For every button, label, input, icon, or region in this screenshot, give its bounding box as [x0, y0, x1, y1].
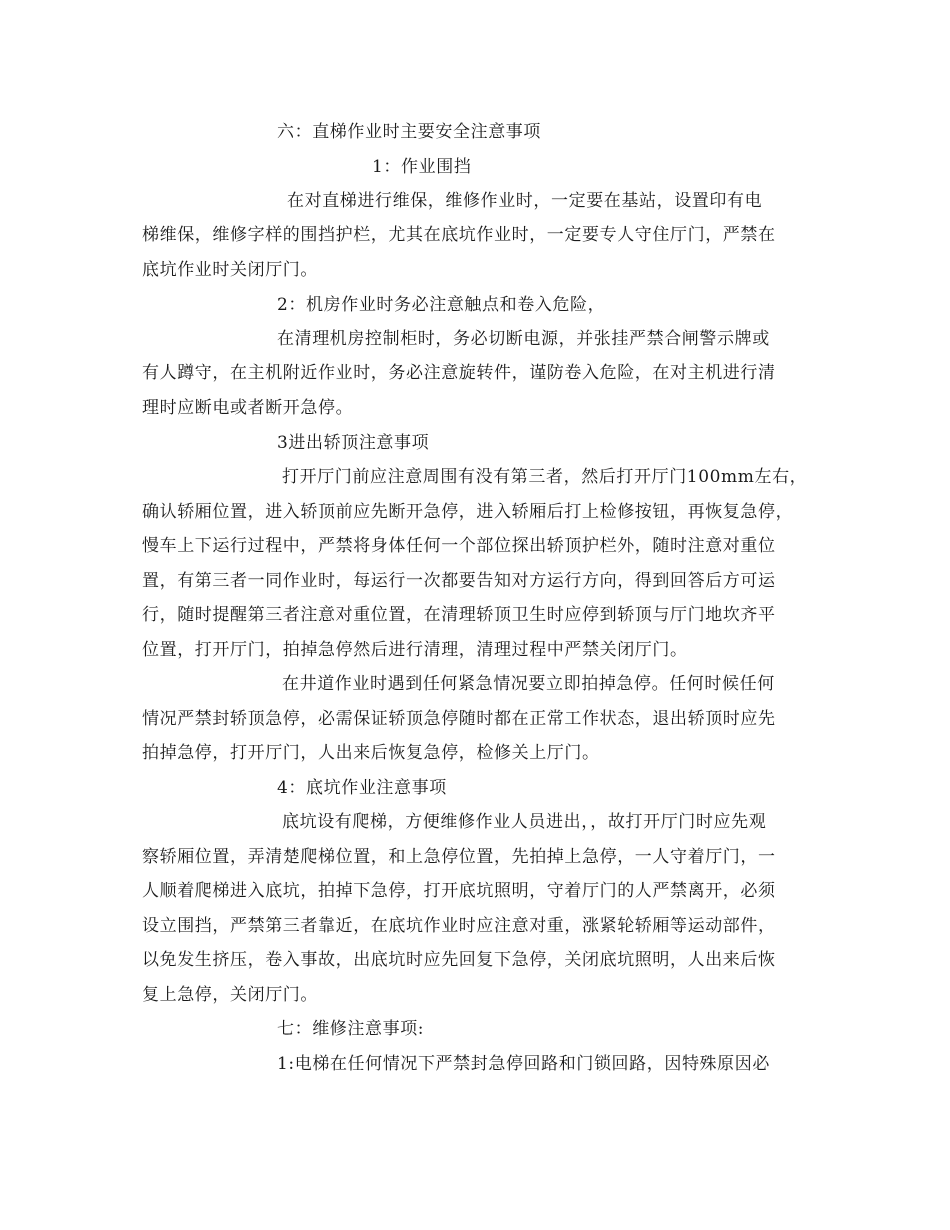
item3-body-line: 情况严禁封轿顶急停，必需保证轿顶急停随时都在正常工作状态，退出轿顶时应先	[142, 709, 776, 729]
item4-heading: 4：底坑作业注意事项	[277, 778, 447, 798]
section6-heading: 六：直梯作业时主要安全注意事项	[277, 122, 541, 142]
item4-body-line: 人顺着爬梯进入底坑，拍掉下急停，打开底坑照明，守着厅门的人严禁离开，必须	[142, 881, 776, 901]
item2-body-line: 有人蹲守，在主机附近作业时，务必注意旋转件，谨防卷入危险，在对主机进行清	[142, 363, 776, 383]
item3-body-line: 慢车上下运行过程中，严禁将身体任何一个部位探出轿顶护栏外，随时注意对重位	[142, 536, 776, 556]
item1-heading: 1：作业围挡	[372, 157, 472, 177]
item3-body-line: 置，有第三者一同作业时，每运行一次都要告知对方运行方向，得到回答后方可运	[142, 571, 776, 591]
item1-body-line: 底坑作业时关闭厅门。	[142, 260, 318, 280]
item2-heading: 2：机房作业时务必注意触点和卷入危险，	[277, 295, 606, 315]
item2-body-line: 在清理机房控制柜时，务必切断电源，并张挂严禁合闸警示牌或	[277, 329, 770, 349]
item3-body-line: 打开厅门前应注意周围有没有第三者，然后打开厅门100mm左右，	[282, 467, 808, 487]
item2-body-line: 理时应断电或者断开急停。	[142, 398, 354, 418]
item4-body-line: 以免发生挤压，卷入事故，出底坑时应先回复下急停，关闭底坑照明，人出来后恢	[142, 950, 776, 970]
section7-heading: 七：维修注意事项:	[277, 1019, 425, 1039]
item1-body-line: 梯维保，维修字样的围挡护栏，尤其在底坑作业时，一定要专人守住厅门，严禁在	[142, 225, 776, 245]
item3-body-line: 确认轿厢位置，进入轿顶前应先断开急停，进入轿厢后打上检修按钮，再恢复急停，	[142, 502, 794, 522]
item4-body-line: 复上急停，关闭厅门。	[142, 985, 318, 1005]
item4-body-line: 察轿厢位置，弄清楚爬梯位置，和上急停位置，先拍掉上急停，一人守着厅门，一	[142, 847, 776, 867]
item1-body-line: 在对直梯进行维保，维修作业时，一定要在基站，设置印有电	[287, 191, 763, 211]
section7-item1: 1:电梯在任何情况下严禁封急停回路和门锁回路，因特殊原因必	[277, 1054, 770, 1074]
item3-body-line: 位置，打开厅门，拍掉急停然后进行清理，清理过程中严禁关闭厅门。	[142, 640, 688, 660]
item3-body-line: 拍掉急停，打开厅门，人出来后恢复急停，检修关上厅门。	[142, 743, 600, 763]
item3-heading: 3进出轿顶注意事项	[277, 433, 430, 453]
item4-body-line: 底坑设有爬梯，方便维修作业人员进出，，故打开厅门时应先观	[282, 812, 767, 832]
item4-body-line: 设立围挡，严禁第三者靠近，在底坑作业时应注意对重，涨紧轮轿厢等运动部件，	[142, 916, 776, 936]
item3-body-line: 行，随时提醒第三者注意对重位置，在清理轿顶卫生时应停到轿顶与厅门地坎齐平	[142, 605, 776, 625]
item3-body-line: 在井道作业时遇到任何紧急情况要立即拍掉急停。任何时候任何	[282, 674, 775, 694]
